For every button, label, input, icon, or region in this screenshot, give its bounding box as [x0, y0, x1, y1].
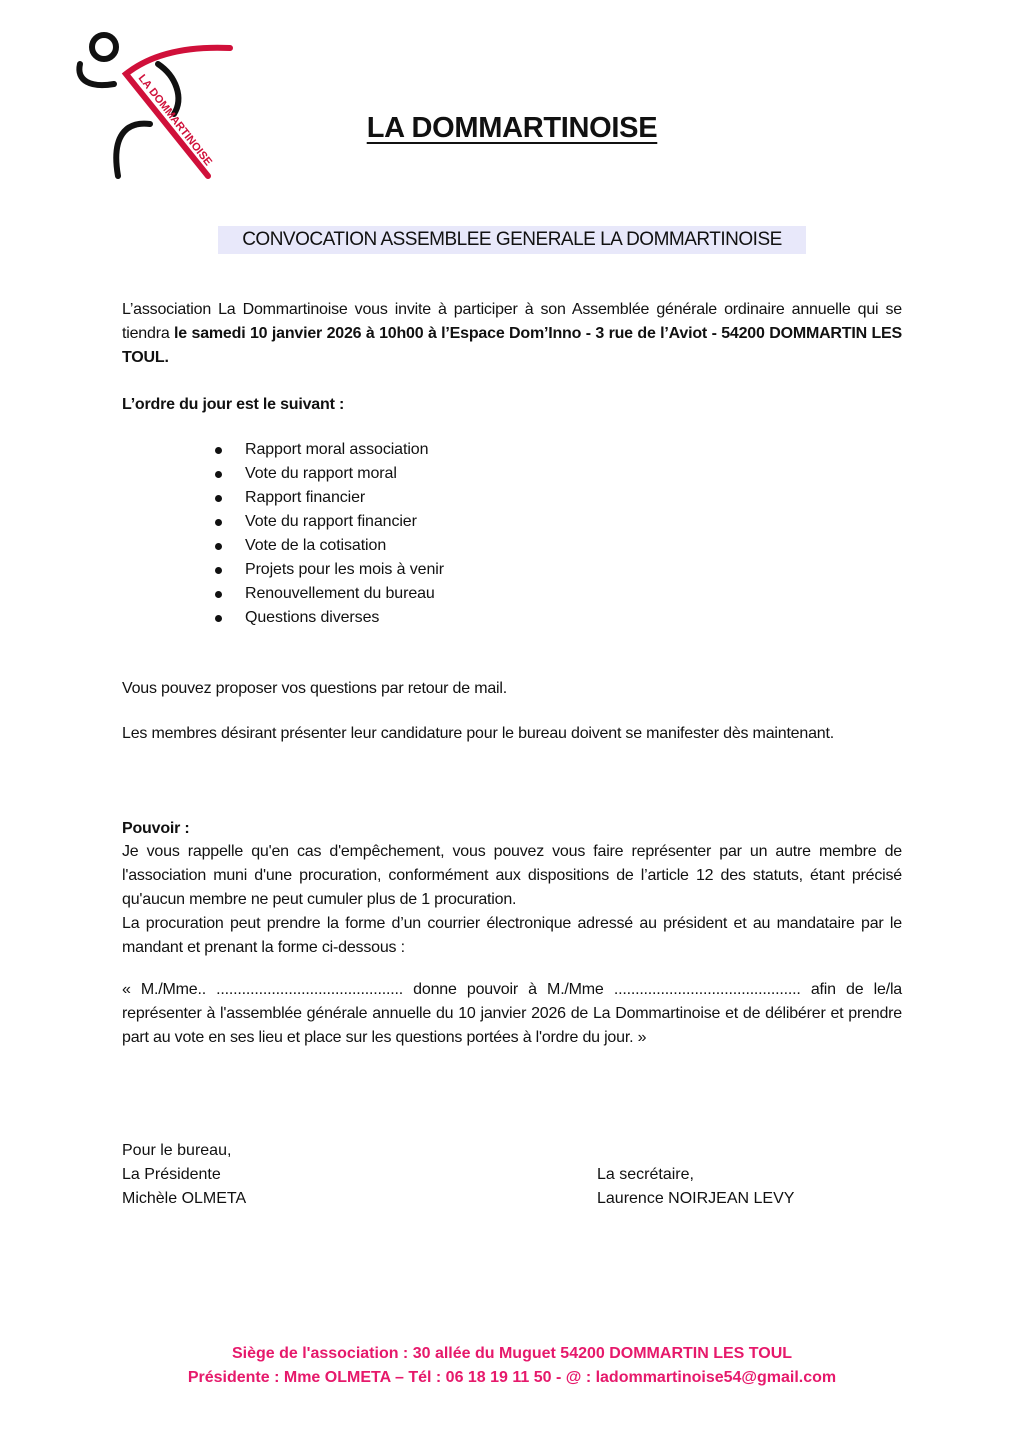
bullet-icon [215, 567, 222, 574]
proxy-formula: « M./Mme.. ............................................ donne pouvoir à M./Mme ............................................ afin de le/la représenter à l'assemblée générale annuelle du 10 janvier 2026 de La Dommartinoise et de délibérer et prendre part au vote en ses lieu et place sur les questions portées à l'ordre du jour. » [122, 981, 902, 1046]
association-logo [66, 26, 246, 191]
agenda-item [212, 606, 444, 630]
agenda-item-label: Projets pour les mois à venir [245, 561, 444, 578]
bullet-icon [215, 495, 222, 502]
agenda-item [212, 582, 444, 606]
bullet-icon [215, 447, 222, 454]
organization-title-text: LA DOMMARTINOISE [366, 112, 658, 144]
pouvoir-section [122, 840, 902, 960]
agenda-item-label: Rapport financier [245, 489, 366, 506]
pouvoir-paragraph-1: Je vous rappelle qu'en cas d'empêchement, vous pouvez vous faire représenter par un autre membre de l'association muni d'une procuration, conformément aux dispositions de l’article 12 des statuts, étant précisé qu'aucun membre ne peut cumuler plus de 1 procuration. [122, 843, 902, 908]
agenda-item-label: Vote du rapport financier [245, 513, 417, 530]
meeting-details: le samedi 10 janvier 2026 à 10h00 à l’Espace Dom’Inno - 3 rue de l’Aviot - 54200 DOMMARTIN LES TOUL. [122, 325, 902, 366]
agenda-item-label: Renouvellement du bureau [245, 585, 435, 602]
logo-text: LA DOMMARTINOISE [135, 72, 215, 169]
agenda-item-label: Questions diverses [245, 609, 380, 626]
pouvoir-title: Pouvoir : [122, 820, 190, 837]
agenda-title: L’ordre du jour est le suivant : [122, 396, 345, 413]
bullet-icon [215, 543, 222, 550]
agenda-list [212, 438, 444, 630]
agenda-item [212, 510, 444, 534]
intro-text: L’association La Dommartinoise vous invite à participer à son Assemblée générale ordinaire annuelle qui se tiendra [122, 301, 902, 342]
signature-secretary [597, 1163, 794, 1211]
runner-logo-icon [66, 26, 246, 191]
signature-role: La Présidente [122, 1166, 221, 1183]
agenda-item [212, 462, 444, 486]
organization-title [0, 112, 1024, 145]
bullet-icon [215, 591, 222, 598]
footer-contact: Présidente : Mme OLMETA – Tél : 06 18 19 11 50 - @ : ladommartinoise54@gmail.com [187, 1369, 837, 1386]
agenda-item-label: Rapport moral association [245, 441, 429, 458]
bullet-icon [215, 615, 222, 622]
signature-name: Laurence NOIRJEAN LEVY [597, 1190, 795, 1207]
bullet-icon [215, 519, 222, 526]
agenda-item [212, 486, 444, 510]
convocation-title: CONVOCATION ASSEMBLEE GENERALE LA DOMMARTINOISE [218, 226, 806, 254]
candidature-note: Les membres désirant présenter leur candidature pour le bureau doivent se manifester dès maintenant. [122, 725, 834, 742]
footer-address: Siège de l'association : 30 allée du Muguet 54200 DOMMARTIN LES TOUL [231, 1345, 793, 1362]
bullet-icon [215, 471, 222, 478]
signature-role: La secrétaire, [597, 1166, 694, 1183]
signature-president [122, 1139, 246, 1211]
agenda-item-label: Vote du rapport moral [245, 465, 397, 482]
agenda-item [212, 558, 444, 582]
questions-note: Vous pouvez proposer vos questions par retour de mail. [122, 680, 507, 697]
signature-bureau: Pour le bureau, [122, 1142, 232, 1159]
pouvoir-paragraph-2: La procuration peut prendre la forme d’un courrier électronique adressé au président et au mandataire par le mandant et prenant la forme ci-dessous : [122, 915, 902, 956]
agenda-item [212, 534, 444, 558]
intro-paragraph [122, 298, 902, 370]
signature-name: Michèle OLMETA [122, 1190, 247, 1207]
agenda-item [212, 438, 444, 462]
agenda-item-label: Vote de la cotisation [245, 537, 387, 554]
footer [0, 1342, 1024, 1390]
